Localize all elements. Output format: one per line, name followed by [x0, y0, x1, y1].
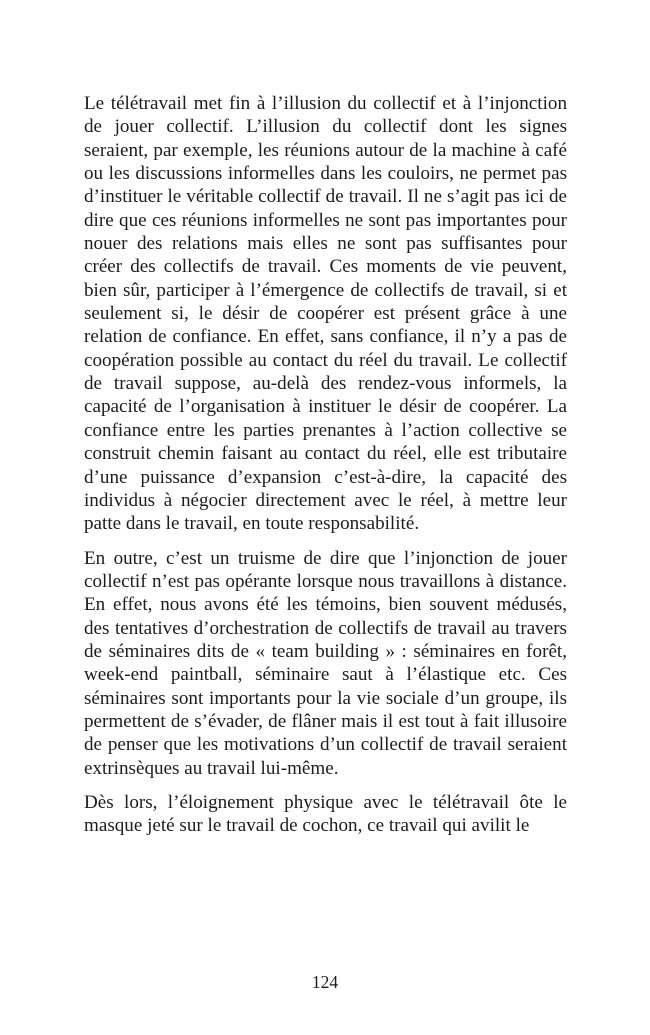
paragraph-3: Dès lors, l’éloignement physique avec le télétravail ôte le masque jeté sur le travail de cochon, ce travail qui avilit le: [84, 791, 567, 837]
paragraph-1: Le télétravail met fin à l’illusion du collectif et à l’injonction de jouer collectif. L’illusion du collectif dont les signes seraient, par exemple, les réunions autour de la machine à café ou les discussions informelles dans les couloirs, ne permet pas d’instituer le véritable collectif de travail. Il ne s’agit pas ici de dire que ces réunions informelles ne sont pas importantes pour nouer des relations mais elles ne sont pas suffisantes pour créer des collectifs de travail. Ces moments de vie peuvent, bien sûr, participer à l’émergence de collectifs de travail, si et seulement si, le désir de coopérer est présent grâce à une relation de confiance. En effet, sans confiance, il n’y a pas de coopération possible au contact du réel du travail. Le collectif de travail suppose, au-delà des rendez-vous informels, la capacité de l’organisation à instituer le désir de coopérer. La confiance entre les parties prenantes à l’action collective se construit chemin faisant au contact du réel, elle est tributaire d’une puissance d’expansion c’est-à-dire, la capacité des individus à négocier directement avec le réel, à mettre leur patte dans le travail, en toute responsabilité.: [84, 93, 567, 535]
page-number: 124: [311, 972, 339, 992]
paragraph-2: En outre, c’est un truisme de dire que l’injonction de jouer collectif n’est pas opérante lorsque nous travaillons à distance. En effet, nous avons été les témoins, bien souvent médusés, des tentatives d’orchestration de collectifs de travail au travers de séminaires dits de « team building » : séminaires en forêt, week-end paintball, séminaire saut à l’élastique etc. Ces séminaires sont importants pour la vie sociale d’un groupe, ils permettent de s’évader, de flâner mais il est tout à fait illusoire de penser que les motivations d’un collectif de travail seraient extrinsèques au travail lui-même.: [84, 547, 567, 779]
page-body: [84, 92, 567, 838]
